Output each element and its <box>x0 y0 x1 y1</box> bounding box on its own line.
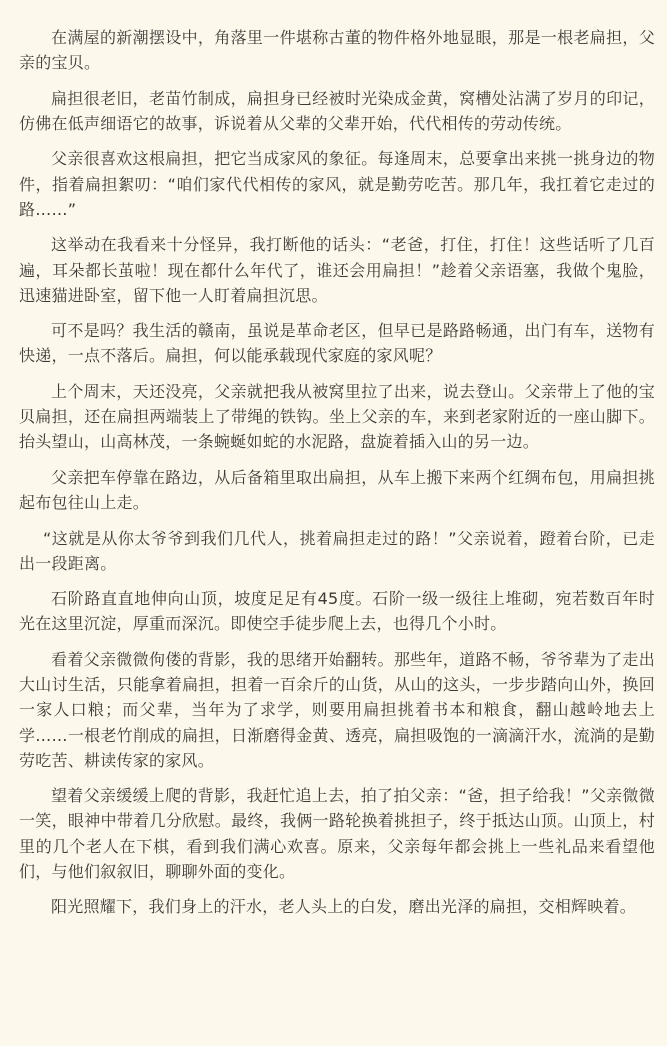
paragraph: 上个周末，天还没亮，父亲就把我从被窝里拉了出来，说去登山。父亲带上了他的宝贝扁担，还在扁担两端装上了带绳的铁钩。坐上父亲的车，来到老家附近的一座山脚下。抬头望山，山高林茂，一条蜿蜒如蛇的水泥路，盘旋着插入山的另一边。 <box>19 381 655 452</box>
paragraph: 望着父亲缓缓上爬的背影，我赶忙追上去，拍了拍父亲：“爸，担子给我！”父亲微微一笑，眼神中带着几分欣慰。最终，我俩一路轮换着挑担子，终于抵达山顶。山顶上，村里的几个老人在下棋，看到我们满心欢喜。原来，父亲每年都会挑上一些礼品来看望他们，与他们叙叙旧，聊聊外面的变化。 <box>19 786 655 881</box>
paragraph: 看着父亲微微佝偻的背影，我的思绪开始翻转。那些年，道路不畅，爷爷辈为了走出大山讨生活，只能拿着扁担，担着一百余斤的山货，从山的这头，一步步踏向山外，换回一家人口粮；而父辈，当年为了求学，则要用扁担挑着书本和粮食，翻山越岭地去上学……一根老竹削成的扁担，日渐磨得金黄、透亮，扁担吸饱的一滴滴汗水，流淌的是勤劳吃苦、耕读传家的家风。 <box>19 649 655 770</box>
paragraph: 在满屋的新潮摆设中，角落里一件堪称古董的物件格外地显眼，那是一根老扁担，父亲的宝贝。 <box>19 28 655 73</box>
paragraph: “这就是从你太爷爷到我们几代人，挑着扁担走过的路！”父亲说着，蹬着台阶，已走出一段距离。 <box>19 528 655 573</box>
paragraph: 可不是吗？我生活的赣南，虽说是革命老区，但早已是路路畅通，出门有车，送物有快递，一点不落后。扁担，何以能承载现代家庭的家风呢？ <box>19 321 655 366</box>
paragraph: 阳光照耀下，我们身上的汗水，老人头上的白发，磨出光泽的扁担，交相辉映着。 <box>51 897 637 917</box>
paragraph: 父亲很喜欢这根扁担，把它当成家风的象征。每逢周末，总要拿出来挑一挑身边的物件，指着扁担絮叨：“咱们家代代相传的家风，就是勤劳吃苦。那几年，我扛着它走过的路……” <box>19 149 655 219</box>
paragraph: 扁担很老旧，老苗竹制成，扁担身已经被时光染成金黄，窝槽处沾满了岁月的印记，仿佛在低声细语它的故事，诉说着从父辈的父辈开始，代代相传的劳动传统。 <box>19 88 655 133</box>
paragraph: 这举动在我看来十分怪异，我打断他的话头：“老爸，打住，打住！这些话听了几百遍，耳朵都长茧啦！现在都什么年代了，谁还会用扁担！”趁着父亲语塞，我做个鬼脸，迅速猫进卧室，留下他一人盯着扁担沉思。 <box>19 235 655 305</box>
paragraph: 石阶路直直地伸向山顶，坡度足足有45度。石阶一级一级往上堆砌，宛若数百年时光在这里沉淀，厚重而深沉。即使空手徒步爬上去，也得几个小时。 <box>19 589 655 634</box>
paragraph: 父亲把车停靠在路边，从后备箱里取出扁担，从车上搬下来两个红绸布包，用扁担挑起布包往山上走。 <box>19 467 655 513</box>
